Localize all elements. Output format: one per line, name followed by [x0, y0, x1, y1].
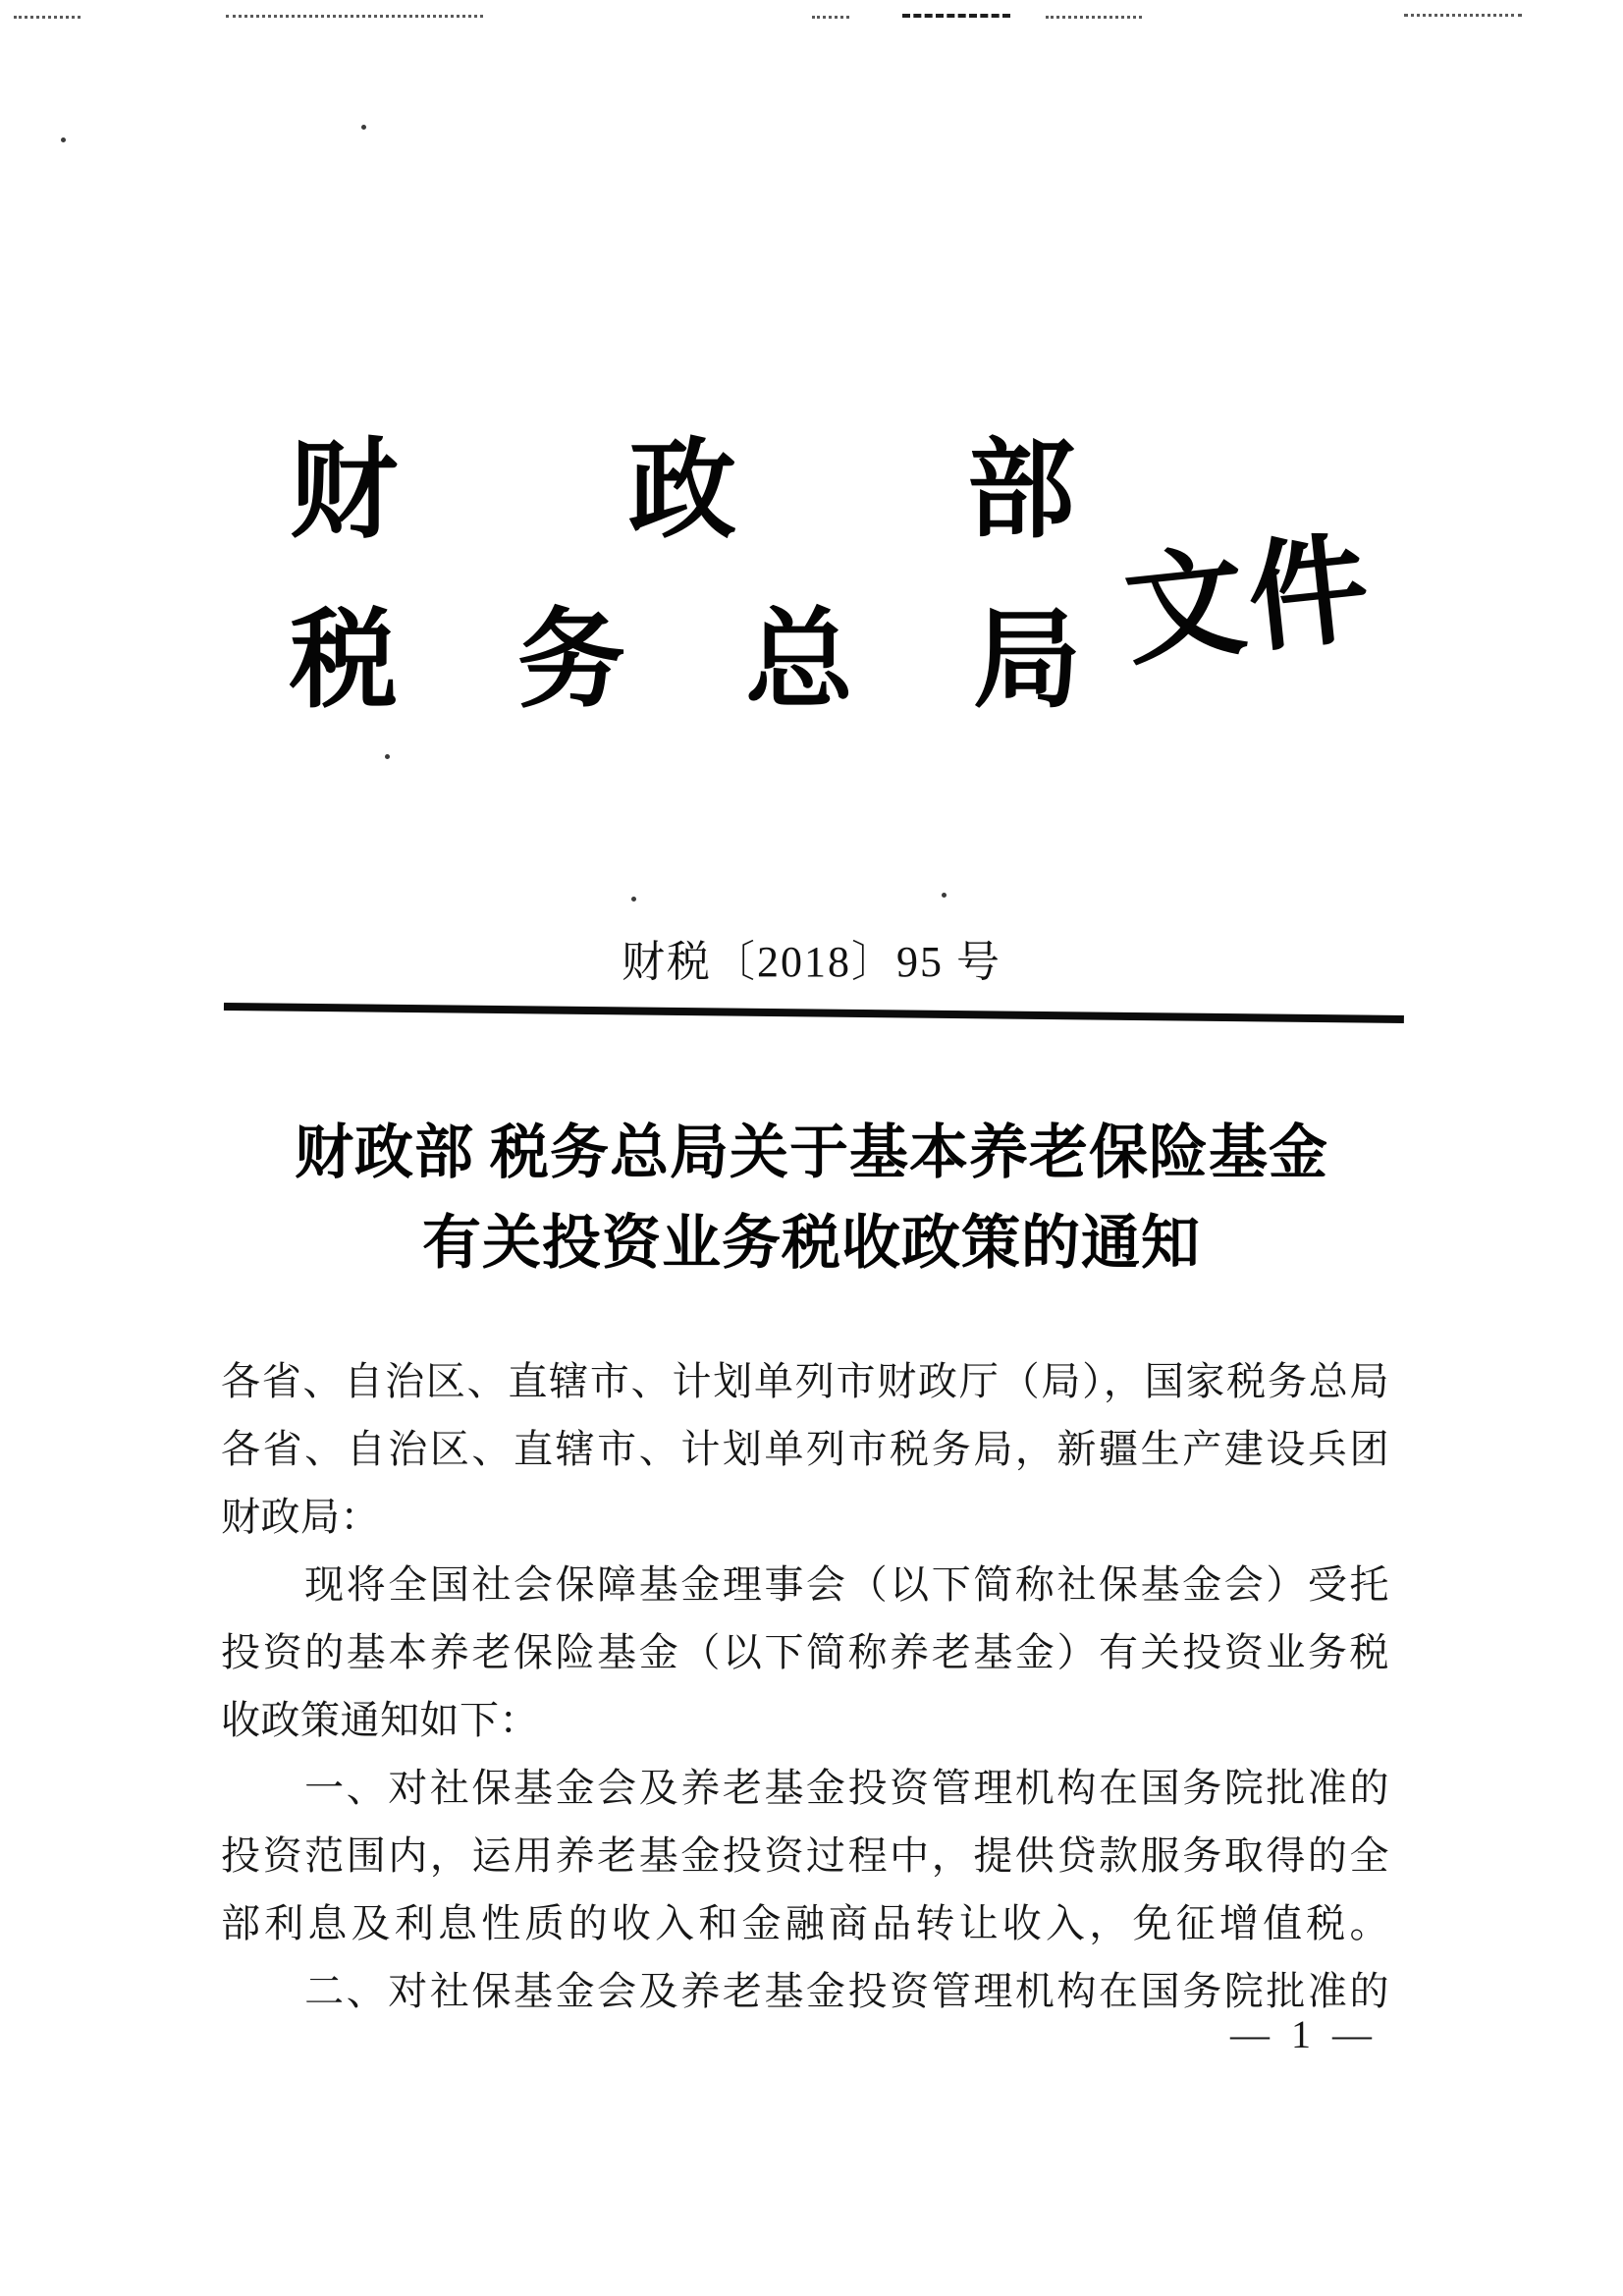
- body-line: 各省、自治区、直辖市、计划单列市财政厅（局），国家税务总局: [221, 1359, 1389, 1403]
- scan-speck: [385, 754, 390, 759]
- document-title-line2: 有关投资业务税收政策的通知: [422, 1211, 1201, 1276]
- page-number: — 1 —: [1230, 2012, 1378, 2056]
- body-line: 一、对社保基金会及养老基金投资管理机构在国务院批准的: [221, 1766, 1389, 1810]
- body-line: 财政局：: [221, 1495, 380, 1539]
- body-line: 现将全国社会保障基金理事会（以下简称社保基金会）受托: [221, 1562, 1389, 1607]
- separator-rule: [224, 1003, 1404, 1023]
- document-title-line1: 财政部 税务总局关于基本养老保险基金: [295, 1121, 1328, 1185]
- body-line: 收政策通知如下：: [221, 1698, 539, 1742]
- scan-noise-dots: [1404, 14, 1522, 17]
- scan-noise-dots: [1046, 16, 1142, 19]
- scan-noise-dash: [902, 14, 1010, 18]
- body-line: 各省、自治区、直辖市、计划单列市税务局，新疆生产建设兵团: [221, 1427, 1389, 1471]
- scan-speck: [942, 893, 947, 898]
- scan-speck: [361, 125, 366, 130]
- body-line: 二、对社保基金会及养老基金投资管理机构在国务院批准的: [221, 1969, 1389, 2013]
- scan-noise-dots: [812, 16, 849, 19]
- scan-speck: [61, 137, 66, 142]
- scan-noise-dots: [14, 16, 81, 19]
- body-line: 投资的基本养老保险基金（以下简称养老基金）有关投资业务税: [221, 1630, 1389, 1674]
- letterhead-org-line2: 税务总局: [290, 601, 1081, 721]
- scan-noise-dots: [226, 15, 483, 18]
- body-line: 部利息及利息性质的收入和金融商品转让收入，免征增值税。: [221, 1901, 1389, 1945]
- body-line: 投资范围内，运用养老基金投资过程中，提供贷款服务取得的全: [221, 1833, 1389, 1878]
- document-number: 财税〔2018〕95 号: [622, 938, 1001, 986]
- letterhead-doc-type-label: 文件: [1118, 522, 1380, 681]
- scan-speck: [631, 897, 636, 902]
- letterhead-org-line1: 财政部: [290, 431, 1075, 551]
